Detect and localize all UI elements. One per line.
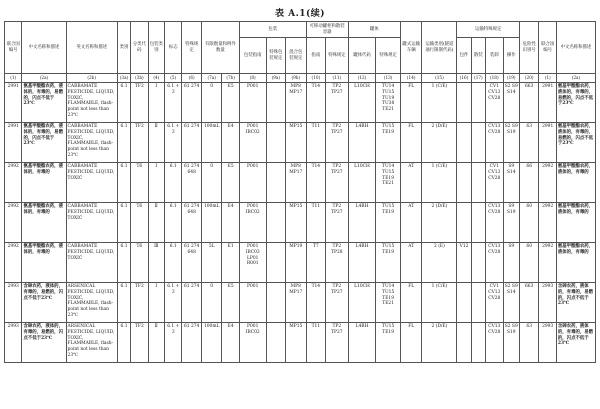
col-index: (8) xyxy=(239,74,266,83)
tank-special-cell: TU15 TE19 xyxy=(376,242,401,282)
table-header xyxy=(5,22,596,83)
col-index: (1) xyxy=(5,74,22,83)
limited-qty-cell: 0 xyxy=(201,162,222,202)
un-no-cell: 2992 xyxy=(5,162,22,202)
header-label: 标志 xyxy=(165,22,182,74)
transport-category-cell: 1 (C/E) xyxy=(422,82,457,122)
packing-group-cell: Ⅱ xyxy=(148,202,164,242)
col-index: (5) xyxy=(165,74,182,83)
mixed-packing-cell: MP15 xyxy=(286,322,307,362)
special-provisions-cell: 61 274 xyxy=(182,322,201,362)
operation-cell: S2 S9 S14 xyxy=(503,282,519,322)
special-packing-cell xyxy=(266,162,285,202)
col-index: (14) xyxy=(400,74,422,83)
vehicle-cell: FL xyxy=(400,322,422,362)
packages-cell: V12 xyxy=(457,242,471,282)
header-transport-category: 运输类别(隧道通行限制代码) xyxy=(422,22,457,74)
header-transport-special: 运输特殊规定 xyxy=(457,22,520,38)
un-no-cell: 2993 xyxy=(5,322,22,362)
bulk-cell xyxy=(471,122,485,162)
col-index: (9a) xyxy=(266,74,285,83)
pt-special-cell: TP2 TP27 xyxy=(326,122,349,162)
tank-code-cell: L10CH xyxy=(348,82,376,122)
un-no-2-cell: 2992 xyxy=(539,202,556,242)
vehicle-cell: AT xyxy=(400,202,422,242)
col-index: (12) xyxy=(348,74,376,83)
class-code-cell: TF2 xyxy=(131,282,148,322)
class-code-cell: TF2 xyxy=(131,122,148,162)
class-cell: 6.1 xyxy=(117,122,130,162)
cn-name-2-cell: 氨基甲酸酯农药，液体的，有毒的，易燃的，闪点不低于23℃ xyxy=(556,82,595,122)
packing-group-cell: Ⅱ xyxy=(148,122,164,162)
label-cell: 6.1 + 3 xyxy=(165,282,182,322)
tank-special-cell: TU14 TU15 TE19 TE21 xyxy=(376,282,401,322)
loading-cell: CV1 CV13 CV28 xyxy=(486,282,503,322)
header-portable-tank: 可移动罐柜和散装容器 xyxy=(306,22,348,38)
header-cn-name: 中文名称和描述 xyxy=(22,22,66,74)
header-class: 类别 xyxy=(117,22,130,74)
class-cell: 6.1 xyxy=(117,82,130,122)
hazard-id-cell: 63 xyxy=(519,322,538,362)
col-index: (1) xyxy=(539,74,556,83)
label-cell: 6.1 + 3 xyxy=(165,122,182,162)
pt-special-cell: TP2 TP27 xyxy=(326,82,349,122)
header-un-no: 联合国编号 xyxy=(5,22,22,74)
cn-name-2-cell: 氨基甲酸酯农药，液体的，有毒的 xyxy=(556,242,595,282)
tank-code-cell: L10CH xyxy=(348,282,376,322)
transport-category-cell: 1 (C/E) xyxy=(422,282,457,322)
en-name-cell: CARBAMATE PESTICIDE, LIQUID, TOXIC, FLAMMABLE, flash-point not less than 23℃ xyxy=(66,82,117,122)
col-index: (11) xyxy=(326,74,349,83)
header-tank-special: 特殊规定 xyxy=(376,38,401,74)
col-index: (20) xyxy=(519,74,538,83)
cn-name-cell: 氨基甲酸酯农药，液体的，有毒的，易燃的，闪点不低于23℃ xyxy=(22,122,66,162)
col-index: (16) xyxy=(457,74,471,83)
vehicle-cell: FL xyxy=(400,282,422,322)
transport-category-cell: 2 (D/E) xyxy=(422,322,457,362)
col-index: (10) xyxy=(306,74,325,83)
pt-special-cell: TP2 TP28 xyxy=(326,242,349,282)
operation-cell: S2 S9 S19 xyxy=(503,122,519,162)
header-pt-instr: 指南 xyxy=(306,38,325,74)
loading-cell: CV13 CV28 xyxy=(486,122,503,162)
label-cell: 6.1 xyxy=(165,242,182,282)
pt-instr-cell: T14 xyxy=(306,162,325,202)
transport-category-cell: 2 (D/E) xyxy=(422,122,457,162)
special-packing-cell xyxy=(266,242,285,282)
header-class-code: 分类代码 xyxy=(131,22,148,74)
col-index: (2a) xyxy=(22,74,66,83)
header-packing-instr: 包装指南 xyxy=(239,38,266,74)
table-title: 表 A.1(续) xyxy=(274,9,326,19)
class-cell: 6.1 xyxy=(117,162,130,202)
header-packing-group: 包装类别 xyxy=(148,22,164,74)
special-packing-cell xyxy=(266,202,285,242)
un-no-2-cell: 2992 xyxy=(539,242,556,282)
bulk-cell xyxy=(471,202,485,242)
class-cell: 6.1 xyxy=(117,202,130,242)
col-index: (19) xyxy=(503,74,519,83)
mixed-packing-cell: MP8 MP17 xyxy=(286,82,307,122)
un-no-2-cell: 2993 xyxy=(539,322,556,362)
col-index: (18) xyxy=(486,74,503,83)
pt-instr-cell: T14 xyxy=(306,82,325,122)
col-index: (13) xyxy=(376,74,401,83)
special-packing-cell xyxy=(266,122,285,162)
un-no-2-cell: 2993 xyxy=(539,282,556,322)
header-un-no-2: 联合国编号 xyxy=(539,22,556,74)
tank-code-cell: L4BH xyxy=(348,202,376,242)
un-no-2-cell: 2991 xyxy=(539,122,556,162)
col-index: (6) xyxy=(182,74,201,83)
cn-name-2-cell: 氨基甲酸酯农药，液体的，有毒的 xyxy=(556,162,595,202)
pt-instr-cell: T11 xyxy=(306,122,325,162)
packages-cell xyxy=(457,202,471,242)
mixed-packing-cell: MP8 MP17 xyxy=(286,162,307,202)
bulk-cell xyxy=(471,162,485,202)
limited-qty-cell: 0 xyxy=(201,282,222,322)
col-index: (17) xyxy=(471,74,485,83)
table-row xyxy=(5,322,596,362)
header-special-provisions: 特殊规定 xyxy=(182,22,201,74)
class-code-cell: T6 xyxy=(131,202,148,242)
table-row xyxy=(5,202,596,242)
transport-category-cell: 2 (E) xyxy=(422,242,457,282)
hazard-id-cell: 66 xyxy=(519,162,538,202)
excepted-qty-cell: E5 xyxy=(222,82,239,122)
cn-name-2-cell: 氨基甲酸酯农药，液体的，有毒的，易燃的，闪点不低于23℃ xyxy=(556,122,595,162)
operation-cell: S9 S19 xyxy=(503,202,519,242)
loading-cell: CV13 CV28 xyxy=(486,322,503,362)
loading-cell: CV1 CV13 CV28 xyxy=(486,162,503,202)
packing-instr-cell: P001 IBC03 LP01 R001 xyxy=(239,242,266,282)
special-provisions-cell: 61 274 xyxy=(182,82,201,122)
packing-instr-cell: P001 IBC02 xyxy=(239,202,266,242)
packing-group-cell: Ⅲ xyxy=(148,242,164,282)
header-en-name: 英文名称和描述 xyxy=(66,22,117,74)
un-no-cell: 2991 xyxy=(5,122,22,162)
class-cell: 6.1 xyxy=(117,322,130,362)
packing-group-cell: Ⅱ xyxy=(148,322,164,362)
limited-qty-cell: 100mL xyxy=(201,322,222,362)
bulk-cell xyxy=(471,242,485,282)
table-row xyxy=(5,282,596,322)
tank-special-cell: TU14 TU15 TU19 TU38 TE21 xyxy=(376,82,401,122)
label-cell: 6.1 xyxy=(165,202,182,242)
col-index: (9b) xyxy=(286,74,307,83)
pt-special-cell: TP2 TP27 xyxy=(326,202,349,242)
header-cn-name-2: 中文名称和描述 xyxy=(556,22,595,74)
hazard-id-cell: 63 xyxy=(519,122,538,162)
pt-instr-cell: T7 xyxy=(306,242,325,282)
col-index: (3b) xyxy=(131,74,148,83)
special-provisions-cell: 61 274 648 xyxy=(182,202,201,242)
packages-cell xyxy=(457,282,471,322)
header-tank: 罐体 xyxy=(348,22,400,38)
special-packing-cell xyxy=(266,82,285,122)
en-name-cell: ARSENICAL PESTICIDE, LIQUID, TOXIC, FLAMMABLE, flash-point not less than 23℃ xyxy=(66,282,117,322)
un-no-cell: 2993 xyxy=(5,282,22,322)
hazard-id-cell: 60 xyxy=(519,202,538,242)
dangerous-goods-table xyxy=(4,21,596,363)
limited-qty-cell: 5L xyxy=(201,242,222,282)
operation-cell: S2 S9 S19 xyxy=(503,322,519,362)
excepted-qty-cell: E4 xyxy=(222,202,239,242)
pt-instr-cell: T11 xyxy=(306,202,325,242)
limited-qty-cell: 0 xyxy=(201,82,222,122)
vehicle-cell: FL xyxy=(400,82,422,122)
mixed-packing-cell: MP8 MP17 xyxy=(286,282,307,322)
col-index: (7b) xyxy=(222,74,239,83)
special-provisions-cell: 61 274 xyxy=(182,122,201,162)
pt-special-cell: TP2 TP27 xyxy=(326,282,349,322)
class-code-cell: TF2 xyxy=(131,82,148,122)
label-cell: 6.1 + 3 xyxy=(165,322,182,362)
en-name-cell: CARBAMATE PESTICIDE, LIQUID, TOXIC xyxy=(66,242,117,282)
col-index: (7a) xyxy=(201,74,222,83)
special-packing-cell xyxy=(266,282,285,322)
excepted-qty-cell: E4 xyxy=(222,322,239,362)
class-code-cell: T6 xyxy=(131,242,148,282)
packing-instr-cell: P001 IBC02 xyxy=(239,322,266,362)
tank-special-cell: TU15 TE19 xyxy=(376,202,401,242)
header-pt-special: 特殊规定 xyxy=(326,38,349,74)
un-no-cell: 2991 xyxy=(5,82,22,122)
en-name-cell: ARSENICAL PESTICIDE, LIQUID, TOXIC, FLAMMABLE, flash-point not less than 23℃ xyxy=(66,322,117,362)
un-no-2-cell: 2992 xyxy=(539,162,556,202)
cn-name-2-cell: 含砷农药，液体的，有毒的，易燃的，闪点不低于23℃ xyxy=(556,282,595,322)
special-provisions-cell: 61 274 648 xyxy=(182,162,201,202)
hazard-id-cell: 60 xyxy=(519,242,538,282)
class-cell: 6.1 xyxy=(117,242,130,282)
col-index: (2a) xyxy=(556,74,595,83)
vehicle-cell: AT xyxy=(400,162,422,202)
cn-name-2-cell: 氨基甲酸酯农药，液体的，有毒的 xyxy=(556,202,595,242)
en-name-cell: CARBAMATE PESTICIDE, LIQUID, TOXIC xyxy=(66,162,117,202)
hazard-id-cell: 663 xyxy=(519,282,538,322)
tank-code-cell: L4BH xyxy=(348,122,376,162)
header-limited-qty: 有限数量和例外数量 xyxy=(201,22,239,74)
transport-category-cell: 2 (D/E) xyxy=(422,202,457,242)
table-row xyxy=(5,162,596,202)
label-cell: 6.1 + 3 xyxy=(165,82,182,122)
un-no-2-cell: 2991 xyxy=(539,82,556,122)
mixed-packing-cell: MP15 xyxy=(286,202,307,242)
col-index: (3a) xyxy=(117,74,130,83)
en-name-cell: CARBAMATE PESTICIDE, LIQUID, TOXIC xyxy=(66,202,117,242)
header-operation: 操作 xyxy=(503,38,519,74)
col-index: (15) xyxy=(422,74,457,83)
packing-group-cell: Ⅰ xyxy=(148,282,164,322)
packages-cell xyxy=(457,162,471,202)
header-packing: 包装 xyxy=(239,22,306,38)
mixed-packing-cell: MP15 xyxy=(286,122,307,162)
header-loading: 装卸 xyxy=(486,38,503,74)
tank-special-cell: TU15 TE19 xyxy=(376,122,401,162)
column-index-row xyxy=(5,74,596,83)
transport-category-cell: 1 (C/E) xyxy=(422,162,457,202)
header-bulk: 散装 xyxy=(471,38,485,74)
bulk-cell xyxy=(471,322,485,362)
packages-cell xyxy=(457,322,471,362)
class-cell: 6.1 xyxy=(117,282,130,322)
packing-group-cell: Ⅰ xyxy=(148,82,164,122)
bulk-cell xyxy=(471,82,485,122)
mixed-packing-cell: MP19 xyxy=(286,242,307,282)
header-hazard-id: 危险性识别号 xyxy=(519,22,538,74)
cn-name-cell: 氨基甲酸酯农药，液体的，有毒的，易燃的，闪点不低于23℃ xyxy=(22,82,66,122)
operation-cell: S2 S9 S14 xyxy=(503,82,519,122)
pt-special-cell: TP2 TP27 xyxy=(326,162,349,202)
un-no-cell: 2992 xyxy=(5,202,22,242)
tank-special-cell: TU14 TU15 TE19 TE21 xyxy=(376,162,401,202)
operation-cell: S9 xyxy=(503,242,519,282)
cn-name-cell: 氨基甲酸酯农药，液体的，有毒的 xyxy=(22,162,66,202)
label-cell: 6.1 xyxy=(165,162,182,202)
class-code-cell: T6 xyxy=(131,162,148,202)
special-provisions-cell: 61 274 xyxy=(182,282,201,322)
un-no-cell: 2992 xyxy=(5,242,22,282)
tank-special-cell: TU15 TE19 xyxy=(376,322,401,362)
tank-code-cell: L4BH xyxy=(348,242,376,282)
header-special-packing: 特殊包装规定 xyxy=(266,38,285,74)
en-name-cell: CARBAMATE PESTICIDE, LIQUID, TOXIC, FLAMMABLE, flash-point not less than 23℃ xyxy=(66,122,117,162)
packages-cell xyxy=(457,122,471,162)
packing-instr-cell: P001 xyxy=(239,82,266,122)
packing-instr-cell: P001 xyxy=(239,282,266,322)
cn-name-cell: 氨基甲酸酯农药，液体的，有毒的 xyxy=(22,242,66,282)
cn-name-cell: 含砷农药，液体的，有毒的，易燃的，闪点不低于23℃ xyxy=(22,282,66,322)
tank-code-cell: L10CH xyxy=(348,162,376,202)
cn-name-cell: 含砷农药，液体的，有毒的，易燃的，闪点不低于23℃ xyxy=(22,322,66,362)
special-packing-cell xyxy=(266,322,285,362)
vehicle-cell: FL xyxy=(400,122,422,162)
packing-instr-cell: P001 IBC02 xyxy=(239,122,266,162)
bulk-cell xyxy=(471,282,485,322)
table-row xyxy=(5,122,596,162)
header-packages: 包件 xyxy=(457,38,471,74)
excepted-qty-cell: E4 xyxy=(222,122,239,162)
col-index: (4) xyxy=(148,74,164,83)
excepted-qty-cell: E5 xyxy=(222,282,239,322)
table-row xyxy=(5,242,596,282)
header-mixed-packing: 混合包装规定 xyxy=(286,38,307,74)
cn-name-cell: 氨基甲酸酯农药，液体的，有毒的 xyxy=(22,202,66,242)
pt-instr-cell: T14 xyxy=(306,282,325,322)
packages-cell xyxy=(457,82,471,122)
pt-instr-cell: T11 xyxy=(306,322,325,362)
limited-qty-cell: 100mL xyxy=(201,122,222,162)
packing-instr-cell: P001 xyxy=(239,162,266,202)
table-row xyxy=(5,82,596,122)
loading-cell: CV13 CV28 xyxy=(486,202,503,242)
operation-cell: S9 S14 xyxy=(503,162,519,202)
tank-code-cell: L4BH xyxy=(348,322,376,362)
vehicle-cell: AT xyxy=(400,242,422,282)
header-vehicle: 罐式运输车辆 xyxy=(400,22,422,74)
table-body xyxy=(5,82,596,362)
packing-group-cell: Ⅰ xyxy=(148,162,164,202)
limited-qty-cell: 100mL xyxy=(201,202,222,242)
loading-cell: CV13 CV28 xyxy=(486,242,503,282)
col-index: (2b) xyxy=(66,74,117,83)
header-tank-code: 罐体代码 xyxy=(348,38,376,74)
excepted-qty-cell: E1 xyxy=(222,242,239,282)
special-provisions-cell: 61 274 648 xyxy=(182,242,201,282)
class-code-cell: TF2 xyxy=(131,322,148,362)
excepted-qty-cell: E5 xyxy=(222,162,239,202)
loading-cell: CV1 CV13 CV28 xyxy=(486,82,503,122)
cn-name-2-cell: 含砷农药，液体的，有毒的，易燃的，闪点不低于23℃ xyxy=(556,322,595,362)
hazard-id-cell: 663 xyxy=(519,82,538,122)
pt-special-cell: TP2 TP27 xyxy=(326,322,349,362)
